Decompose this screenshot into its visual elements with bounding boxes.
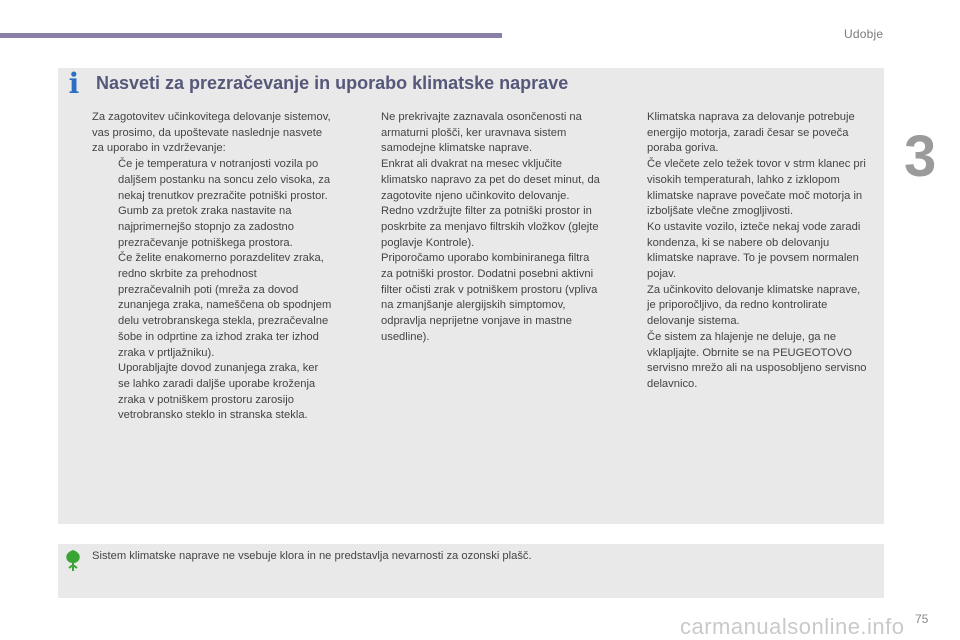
environment-note-text: Sistem klimatske naprave ne vsebuje klora in ne predstavlja nevarnosti za ozonski plašč. [92,550,532,562]
section-label: Udobje [844,27,884,41]
bullet-text: Uporabljajte dovod zunanjega zraka, ker se lahko zaradi daljše uporabe kroženja zraka v potniškem prostoru zarosijo vetrobransko steklo in stranska stekla. [118,362,319,422]
bullet-text: Redno vzdržujte filter za potniški prostor in poskrbite za menjavo filtrskih vložkov (glejte poglavje Kontrole). [381,205,599,249]
bullet-text: Enkrat ali dvakrat na mesec vključite klimatsko napravo za pet do deset minut, da zagotovite njeno učinkovito delovanje. [381,158,600,202]
bullet-list [92,157,332,424]
chapter-number: 3 [904,124,937,189]
bullet-item [355,204,601,345]
page-number: 75 [915,612,929,626]
bullet-item [621,330,869,393]
intro-text: Za zagotovitev učinkovitega delovanje sistemov, vas prosimo, da upoštevate naslednje nasvete za uporabo in vzdrževanje: [92,111,331,155]
bullet-item [621,283,869,330]
bullet-text: Priporočamo uporabo kombiniranega filtra za potniški prostor. Dodatni posebni aktivni filter očisti zrak v potniškem prostoru (vpliva na zmanjšanje alergijskih simptomov, odpravlja neprijetne vonjave in mastne usedline). [381,252,598,343]
bullet-text: Za učinkovito delovanje klimatske naprave, je priporočljivo, da redno kontrolirate delovanje sistema. [647,283,861,328]
bullet-item [92,157,332,251]
bullet-item [92,251,332,361]
watermark: carmanualsonline.info [680,614,905,639]
bullet-item [621,110,869,283]
box-title: Nasveti za prezračevanje in uporabo klimatske naprave [96,73,569,93]
top-accent-bar [0,33,502,38]
column-1 [92,110,332,424]
bullet-item [92,361,332,424]
column-3 [621,110,869,393]
bullet-text: Če želite enakomerno porazdelitev zraka, redno skrbite za prehodnost prezračevalnih poti (mreža za dovod zunanjega zraka, nameščena ob spodnjem delu vetrobranskega stekla, prezračevalne šobe in odprtine za izhod zraka ter izhod zraka v prtljažniku). [118,252,332,359]
column-2 [355,110,601,346]
eco-leaf-icon [63,548,83,572]
bullet-text: Če sistem za hlajenje ne deluje, ga ne vklapljajte. Obrnite se na PEUGEOTOVO servisno mrežo ali na usposobljeno servisno delavnico. [647,330,867,390]
bullet-list [621,110,869,393]
bullet-text: Če vlečete zelo težek tovor v strm klanec pri visokih temperaturah, lahko z izklopom klimatske naprave povečate moč motorja in izboljšate vlečne zmogljivosti. [647,158,866,218]
bullet-text: Klimatska naprava za delovanje potrebuje energijo motorja, zaradi česar se poveča poraba goriva. [647,111,855,155]
info-icon: i [68,67,80,100]
bullet-item [355,110,601,157]
bullet-text: Gumb za pretok zraka nastavite na najprimernejšo stopnjo za zadostno prezračevanje potniškega prostora. [118,205,294,249]
bullet-text: Ko ustavite vozilo, izteče nekaj vode zaradi kondenza, ki se nabere ob delovanju klimatske naprave. To je povsem normalen pojav. [647,220,861,281]
bullet-text: Ne prekrivajte zaznavala osončenosti na armaturni plošči, ker uravnava sistem samodejne klimatske naprave. [381,111,582,155]
bullet-list [355,110,601,346]
bullet-item [355,157,601,204]
bullet-text: Če je temperatura v notranjosti vozila po daljšem postanku na soncu zelo visoka, za nekaj trenutkov prezračite potniški prostor. [118,158,331,202]
